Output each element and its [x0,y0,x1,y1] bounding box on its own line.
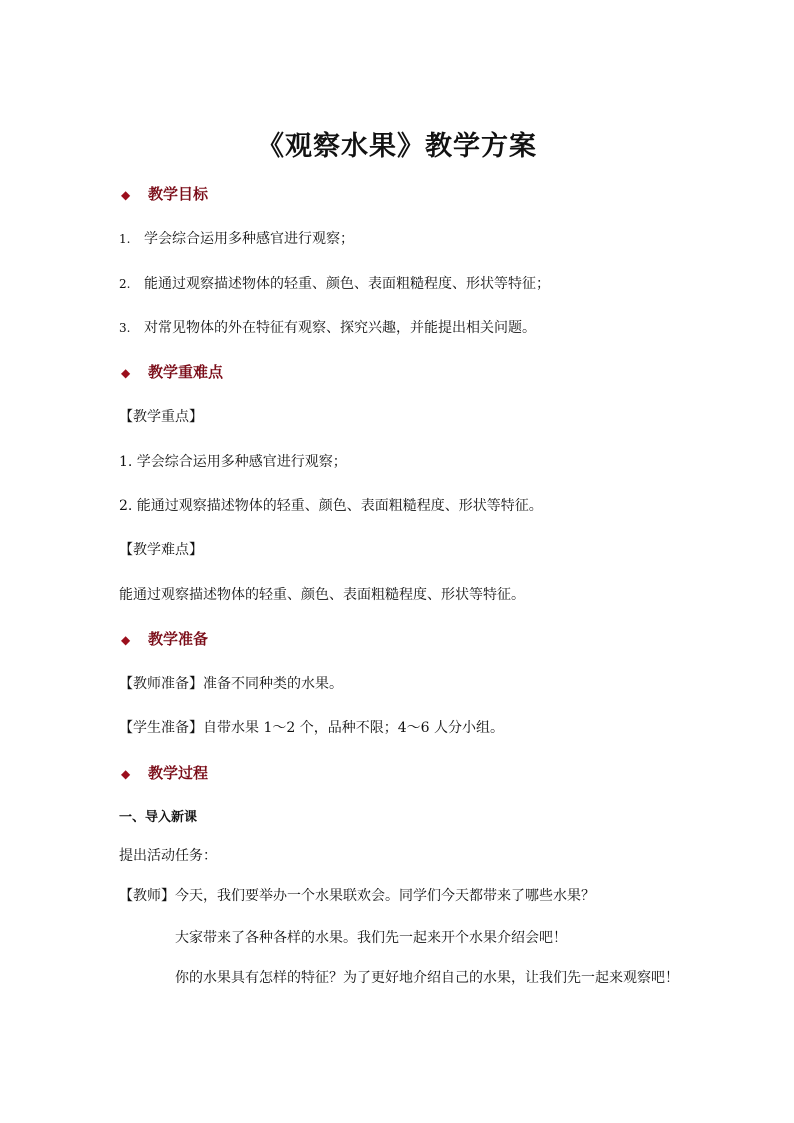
teacher-preparation: 【教师准备】准备不同种类的水果。 [119,676,343,692]
teacher-dialogue: 【教师】今天，我们要举办一个水果联欢会。同学们今天都带来了哪些水果？ [119,888,595,904]
section-heading-process [121,763,208,784]
goal-item [119,318,536,338]
goal-item [119,229,354,249]
list-number: 2. [119,277,131,291]
goal-text: 能通过观察描述物体的轻重、颜色、表面粗糙程度、形状等特征； [144,276,550,292]
paragraph: 大家带来了各种各样的水果。我们先一起来开个水果介绍会吧！ [175,930,567,946]
difficulty-label: 【教学难点】 [119,542,203,558]
section-title: 教学目标 [148,185,209,203]
student-preparation: 【学生准备】自带水果 1～2 个，品种不限；4～6 人分小组。 [119,720,504,736]
goal-text: 学会综合运用多种感官进行观察； [144,231,354,247]
diamond-bullet-icon: ◆ [121,633,131,647]
diamond-bullet-icon: ◆ [121,188,131,202]
section-title: 教学重难点 [148,363,224,381]
goal-item [119,274,550,294]
subheading-intro: 一、导入新课 [119,810,198,825]
goal-text: 对常见物体的外在特征有观察、探究兴趣，并能提出相关问题。 [144,320,536,336]
page-title: 《观察水果》教学方案 [257,131,537,162]
key-point-item: 1. 学会综合运用多种感官进行观察； [119,454,347,470]
section-heading-goals [121,184,208,205]
section-title: 教学准备 [148,630,209,648]
difficulty-text: 能通过观察描述物体的轻重、颜色、表面粗糙程度、形状等特征。 [119,587,525,603]
key-point-item: 2. 能通过观察描述物体的轻重、颜色、表面粗糙程度、形状等特征。 [119,498,543,514]
key-points-label: 【教学重点】 [119,409,203,425]
section-heading-preparation [121,629,208,650]
diamond-bullet-icon: ◆ [121,767,131,781]
section-heading-key-points [121,362,223,383]
list-number: 3. [119,321,131,335]
diamond-bullet-icon: ◆ [121,366,131,380]
task-label: 提出活动任务： [119,848,217,864]
section-title: 教学过程 [148,764,209,782]
paragraph: 你的水果具有怎样的特征？为了更好地介绍自己的水果，让我们先一起来观察吧！ [175,970,679,986]
list-number: 1. [119,232,131,246]
